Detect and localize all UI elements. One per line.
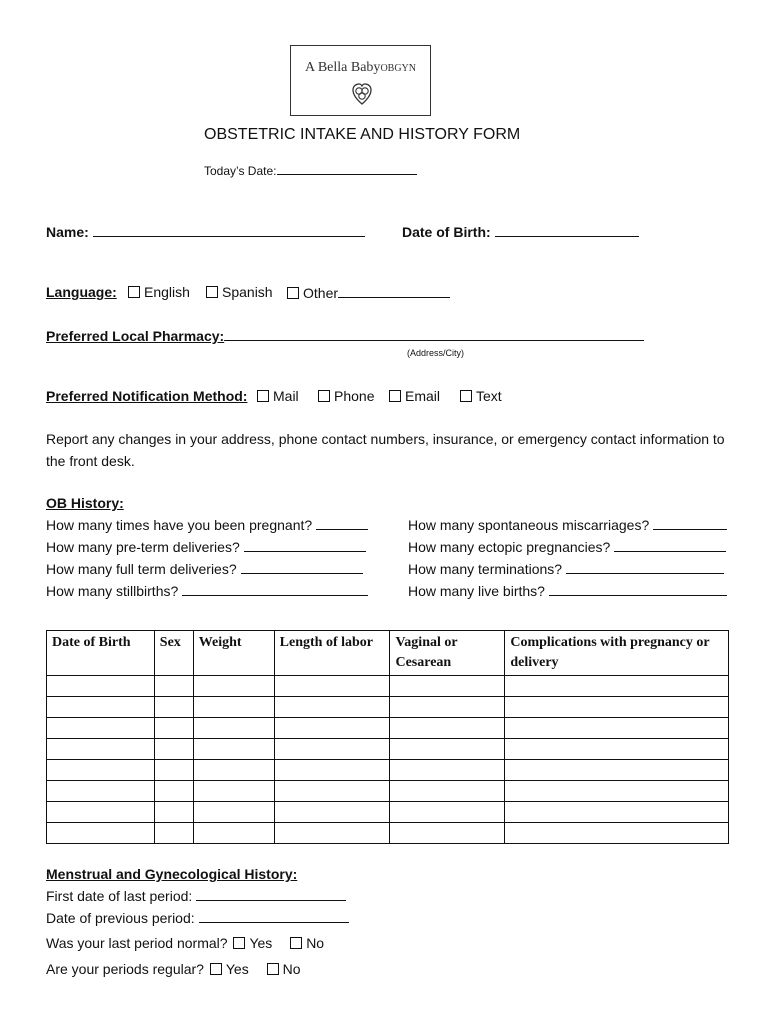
ob-question-pregnant: How many times have you been pregnant? [46, 515, 368, 534]
period-regular-row: Are your periods regular? Yes No [46, 961, 301, 977]
dob-field[interactable] [495, 222, 639, 237]
ob-question-stillbirths: How many stillbirths? [46, 581, 368, 600]
ob-question-miscarriages: How many spontaneous miscarriages? [408, 515, 727, 534]
live-births-count-field[interactable] [549, 581, 727, 596]
previous-date-row: Date of previous period: [46, 908, 349, 927]
todays-date-field[interactable] [277, 162, 417, 175]
logo-suffix: OBGYN [380, 63, 416, 74]
previous-date-field[interactable] [199, 908, 349, 923]
todays-date-label: Today’s Date: [204, 164, 277, 178]
email-checkbox[interactable] [389, 390, 401, 402]
table-row [47, 697, 729, 718]
col-header-sex: Sex [154, 631, 193, 676]
ob-question-terminations: How many terminations? [408, 559, 724, 578]
pharmacy-field[interactable] [224, 326, 644, 341]
first-date-field[interactable] [196, 886, 346, 901]
delivery-history-table [46, 630, 729, 844]
ob-question-preterm: How many pre-term deliveries? [46, 537, 366, 556]
fullterm-count-field[interactable] [241, 559, 363, 574]
period-normal-row: Was your last period normal? Yes No [46, 935, 325, 951]
col-header-delivery-type: Vaginal or Cesarean [390, 631, 505, 676]
terminations-count-field[interactable] [566, 559, 724, 574]
logo [290, 45, 431, 116]
table-row [47, 676, 729, 697]
stillbirths-count-field[interactable] [182, 581, 368, 596]
period-normal-no-checkbox[interactable] [290, 937, 302, 949]
dob-label: Date of Birth: [402, 224, 491, 240]
first-date-row: First date of last period: [46, 886, 346, 905]
table-row [47, 718, 729, 739]
mail-checkbox[interactable] [257, 390, 269, 402]
name-label: Name: [46, 224, 89, 240]
table-header-row [47, 631, 729, 676]
language-option-english[interactable]: English [128, 283, 190, 301]
table-row [47, 781, 729, 802]
table-row [47, 760, 729, 781]
col-header-weight: Weight [193, 631, 274, 676]
form-title: OBSTETRIC INTAKE AND HISTORY FORM [204, 126, 521, 143]
name-field[interactable] [93, 222, 365, 237]
miscarriages-count-field[interactable] [653, 515, 727, 530]
spanish-checkbox[interactable] [206, 286, 218, 298]
col-header-complications: Complications with pregnancy or delivery [505, 631, 729, 676]
notification-label: Preferred Notification Method: [46, 388, 248, 404]
heart-knot-icon [351, 80, 373, 106]
period-normal-yes-checkbox[interactable] [233, 937, 245, 949]
notification-option-mail[interactable]: Mail [257, 387, 299, 405]
ob-question-fullterm: How many full term deliveries? [46, 559, 363, 578]
phone-checkbox[interactable] [318, 390, 330, 402]
other-checkbox[interactable] [287, 287, 299, 299]
language-label: Language: [46, 284, 117, 300]
logo-name: A Bella Baby [305, 60, 381, 75]
ectopic-count-field[interactable] [614, 537, 726, 552]
ob-question-ectopic: How many ectopic pregnancies? [408, 537, 726, 556]
notification-option-phone[interactable]: Phone [318, 387, 374, 405]
dob-row [402, 222, 639, 241]
pregnant-count-field[interactable] [316, 515, 368, 530]
period-regular-yes-checkbox[interactable] [210, 963, 222, 975]
table-row [47, 823, 729, 844]
notice-line-1: Report any changes in your address, phone contact numbers, insurance, or emergency contact information to [46, 431, 725, 447]
notification-option-text[interactable]: Text [460, 387, 502, 405]
notice-line-2: the front desk. [46, 453, 135, 469]
language-option-spanish[interactable]: Spanish [206, 283, 273, 301]
pharmacy-row [46, 326, 644, 345]
menstrual-heading: Menstrual and Gynecological History: [46, 866, 298, 882]
pharmacy-hint: (Address/City) [407, 348, 465, 358]
todays-date-row [204, 162, 417, 178]
period-regular-no-checkbox[interactable] [267, 963, 279, 975]
table-row [47, 739, 729, 760]
ob-question-live-births: How many live births? [408, 581, 727, 600]
col-header-date-of-birth: Date of Birth [47, 631, 155, 676]
table-row [47, 802, 729, 823]
other-language-field[interactable] [338, 283, 450, 298]
language-option-other[interactable]: Other [287, 283, 450, 302]
name-row [46, 222, 365, 241]
preterm-count-field[interactable] [244, 537, 366, 552]
col-header-length-of-labor: Length of labor [274, 631, 390, 676]
text-checkbox[interactable] [460, 390, 472, 402]
ob-history-heading: OB History: [46, 495, 124, 511]
notification-option-email[interactable]: Email [389, 387, 440, 405]
english-checkbox[interactable] [128, 286, 140, 298]
pharmacy-label: Preferred Local Pharmacy: [46, 328, 225, 344]
